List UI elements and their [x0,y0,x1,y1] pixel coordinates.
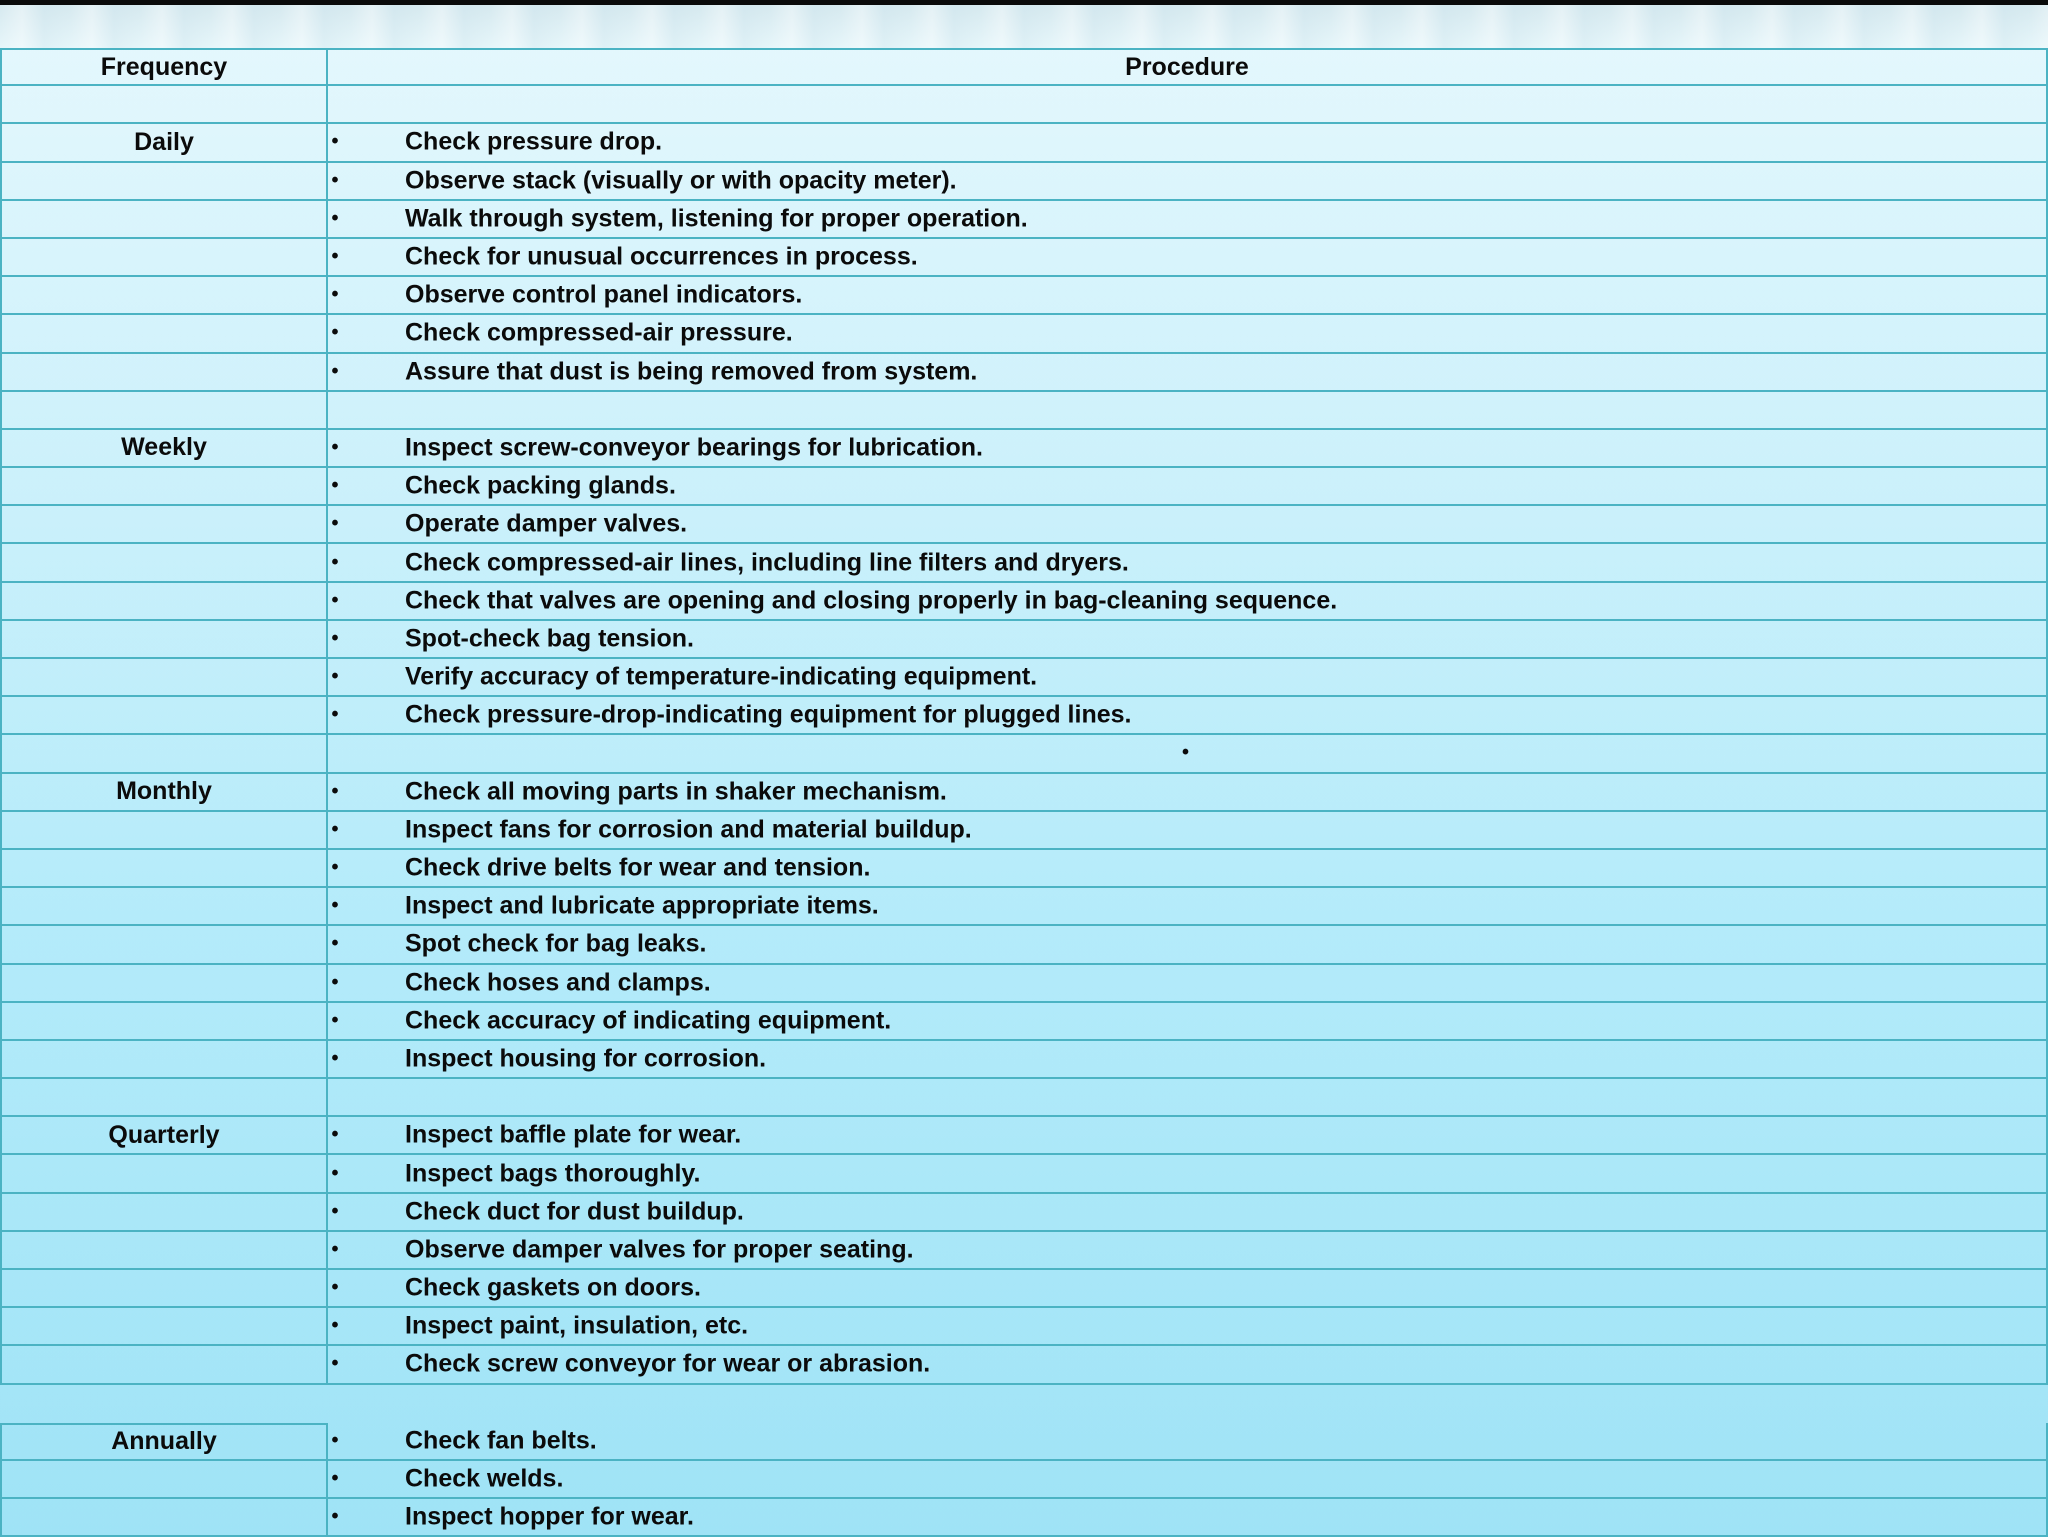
procedure-text: Inspect housing for corrosion. [405,1044,767,1073]
table-row [0,544,2048,582]
procedure-cell [328,850,2048,888]
procedure-text: Check packing glands. [405,471,676,500]
frequency-cell [0,1194,328,1232]
procedure-cell [328,621,2048,659]
procedure-text: Check screw conveyor for wear or abrasion. [405,1349,931,1378]
bullet-icon: • [331,169,339,192]
frequency-cell [0,1346,328,1384]
frequency-column-header: Frequency [0,48,328,86]
procedure-text: Inspect baffle plate for wear. [405,1120,742,1149]
procedure-text: Inspect bags thoroughly. [405,1159,701,1188]
procedure-cell [328,201,2048,239]
procedure-cell [328,1270,2048,1308]
table-row [0,1346,2048,1384]
procedure-cell [328,1423,2048,1461]
table-row [0,1499,2048,1537]
procedure-text: Check for unusual occurrences in process. [405,242,918,271]
bullet-icon: • [331,360,339,383]
bullet-icon: • [331,1352,339,1375]
table-row [0,1194,2048,1232]
bullet-icon: • [331,780,339,803]
bullet-icon: • [331,1162,339,1185]
frequency-cell [0,659,328,697]
bullet-icon: • [331,971,339,994]
procedure-cell [328,468,2048,506]
procedure-text: Walk through system, listening for proper operation. [405,204,1028,233]
bullet-icon: • [331,1276,339,1299]
table-row [0,239,2048,277]
frequency-cell: Quarterly [0,1117,328,1155]
table-row [0,888,2048,926]
procedure-text: Spot-check bag tension. [405,624,694,653]
bullet-icon: • [331,894,339,917]
procedure-text: Check all moving parts in shaker mechanism. [405,777,947,806]
procedure-text: Spot check for bag leaks. [405,929,707,958]
bullet-icon: • [331,1047,339,1070]
bullet-icon: • [331,321,339,344]
table-row [0,583,2048,621]
bullet-icon: • [331,1429,339,1452]
procedure-text: Check compressed-air pressure. [405,318,793,347]
header-texture-band [0,5,2048,48]
procedure-cell [328,926,2048,964]
frequency-cell [0,468,328,506]
maintenance-schedule-table [0,48,2048,1537]
frequency-cell [0,1308,328,1346]
procedure-cell [328,1499,2048,1537]
frequency-cell [0,1461,328,1499]
frequency-cell [0,697,328,735]
frequency-cell [0,1385,328,1423]
procedure-text: Check fan belts. [405,1426,597,1455]
table-header-row [0,48,2048,86]
frequency-cell [0,1003,328,1041]
procedure-text: Inspect and lubricate appropriate items. [405,891,879,920]
procedure-cell [328,1232,2048,1270]
bullet-icon: • [331,665,339,688]
procedure-cell [328,1003,2048,1041]
procedure-cell [328,1308,2048,1346]
table-row [0,86,2048,124]
table-row [0,1385,2048,1423]
table-row [0,430,2048,468]
procedure-cell [328,277,2048,315]
bullet-icon: • [331,474,339,497]
procedure-text: Check welds. [405,1464,564,1493]
bullet-icon: • [331,1123,339,1146]
procedure-cell [328,1117,2048,1155]
table-row [0,659,2048,697]
procedure-cell [328,544,2048,582]
procedure-text: Observe stack (visually or with opacity meter). [405,166,957,195]
procedure-text: Check pressure drop. [405,127,663,156]
frequency-cell [0,1041,328,1079]
frequency-cell [0,354,328,392]
bullet-icon: • [331,1314,339,1337]
bullet-icon: • [331,1200,339,1223]
frequency-cell [0,1155,328,1193]
frequency-cell: Daily [0,124,328,162]
procedure-cell [328,735,2048,773]
table-row [0,1308,2048,1346]
table-row [0,965,2048,1003]
procedure-text: Check duct for dust buildup. [405,1197,744,1226]
frequency-cell [0,888,328,926]
procedure-text: Check that valves are opening and closing properly in bag-cleaning sequence. [405,586,1338,615]
procedure-cell [328,812,2048,850]
table-row [0,1423,2048,1461]
table-row [0,735,2048,773]
procedure-cell [328,659,2048,697]
procedure-cell [328,583,2048,621]
bullet-icon: • [331,1505,339,1528]
procedure-text: Inspect fans for corrosion and material buildup. [405,815,972,844]
procedure-text: Operate damper valves. [405,509,688,538]
frequency-cell [0,239,328,277]
bullet-icon: • [331,436,339,459]
procedure-text: Inspect screw-conveyor bearings for lubrication. [405,433,983,462]
bullet-icon: • [331,932,339,955]
procedure-cell [328,888,2048,926]
bullet-icon: • [331,207,339,230]
procedure-cell [328,1346,2048,1384]
bullet-icon: • [331,1238,339,1261]
procedure-text: Inspect paint, insulation, etc. [405,1311,749,1340]
table-row [0,392,2048,430]
frequency-cell: Weekly [0,430,328,468]
procedure-cell [328,1041,2048,1079]
bullet-icon: • [331,818,339,841]
table-row [0,163,2048,201]
table-row [0,354,2048,392]
procedure-cell [328,506,2048,544]
frequency-cell [0,1079,328,1117]
table-row [0,201,2048,239]
procedure-cell [328,1385,2048,1423]
table-row [0,812,2048,850]
frequency-cell [0,812,328,850]
bullet-icon: • [331,551,339,574]
frequency-cell [0,735,328,773]
procedure-cell [328,1461,2048,1499]
table-row [0,468,2048,506]
procedure-cell [328,1079,2048,1117]
procedure-cell [328,86,2048,124]
procedure-cell [328,315,2048,353]
table-row [0,1270,2048,1308]
procedure-cell [328,965,2048,1003]
table-row [0,774,2048,812]
frequency-cell [0,583,328,621]
table-body [0,86,2048,1537]
procedure-text: Check drive belts for wear and tension. [405,853,871,882]
procedure-text: Check gaskets on doors. [405,1273,701,1302]
bullet-icon: • [331,1467,339,1490]
procedure-cell [328,430,2048,468]
table-row [0,697,2048,735]
procedure-text: Inspect hopper for wear. [405,1502,694,1531]
frequency-cell [0,163,328,201]
procedure-cell [328,392,2048,430]
procedure-column-header: Procedure [328,48,2048,86]
table-row [0,1079,2048,1117]
table-row [0,506,2048,544]
frequency-cell [0,926,328,964]
procedure-cell [328,354,2048,392]
procedure-cell [328,124,2048,162]
procedure-cell [328,697,2048,735]
table-row [0,850,2048,888]
frequency-cell [0,1232,328,1270]
table-row [0,1155,2048,1193]
table-row [0,277,2048,315]
frequency-cell: Monthly [0,774,328,812]
frequency-cell [0,201,328,239]
frequency-cell [0,277,328,315]
frequency-cell [0,315,328,353]
frequency-cell [0,544,328,582]
bullet-icon: • [331,627,339,650]
table-row [0,926,2048,964]
table-row [0,124,2048,162]
procedure-text: Observe control panel indicators. [405,280,803,309]
bullet-icon: • [331,856,339,879]
procedure-cell [328,1194,2048,1232]
bullet-icon: • [331,703,339,726]
table-row [0,1461,2048,1499]
table-row [0,1041,2048,1079]
frequency-cell [0,86,328,124]
bullet-icon: • [331,130,339,153]
bullet-icon: • [331,512,339,535]
table-row [0,1003,2048,1041]
table-row [0,621,2048,659]
procedure-text: Observe damper valves for proper seating. [405,1235,914,1264]
frequency-cell [0,1499,328,1537]
procedure-text: Verify accuracy of temperature-indicating equipment. [405,662,1038,691]
stray-bullet-icon: • [1182,741,1190,764]
bullet-icon: • [331,245,339,268]
frequency-cell [0,965,328,1003]
procedure-cell [328,163,2048,201]
procedure-text: Check compressed-air lines, including line filters and dryers. [405,548,1129,577]
bullet-icon: • [331,283,339,306]
procedure-text: Assure that dust is being removed from system. [405,357,978,386]
procedure-text: Check hoses and clamps. [405,968,711,997]
frequency-cell [0,506,328,544]
bullet-icon: • [331,589,339,612]
frequency-cell [0,1270,328,1308]
frequency-cell [0,621,328,659]
frequency-cell: Annually [0,1423,328,1461]
table-row [0,1232,2048,1270]
procedure-cell [328,239,2048,277]
frequency-cell [0,850,328,888]
procedure-cell [328,774,2048,812]
table-row [0,315,2048,353]
frequency-cell [0,392,328,430]
procedure-cell [328,1155,2048,1193]
bullet-icon: • [331,1009,339,1032]
table-row [0,1117,2048,1155]
procedure-text: Check accuracy of indicating equipment. [405,1006,892,1035]
procedure-text: Check pressure-drop-indicating equipment for plugged lines. [405,700,1132,729]
